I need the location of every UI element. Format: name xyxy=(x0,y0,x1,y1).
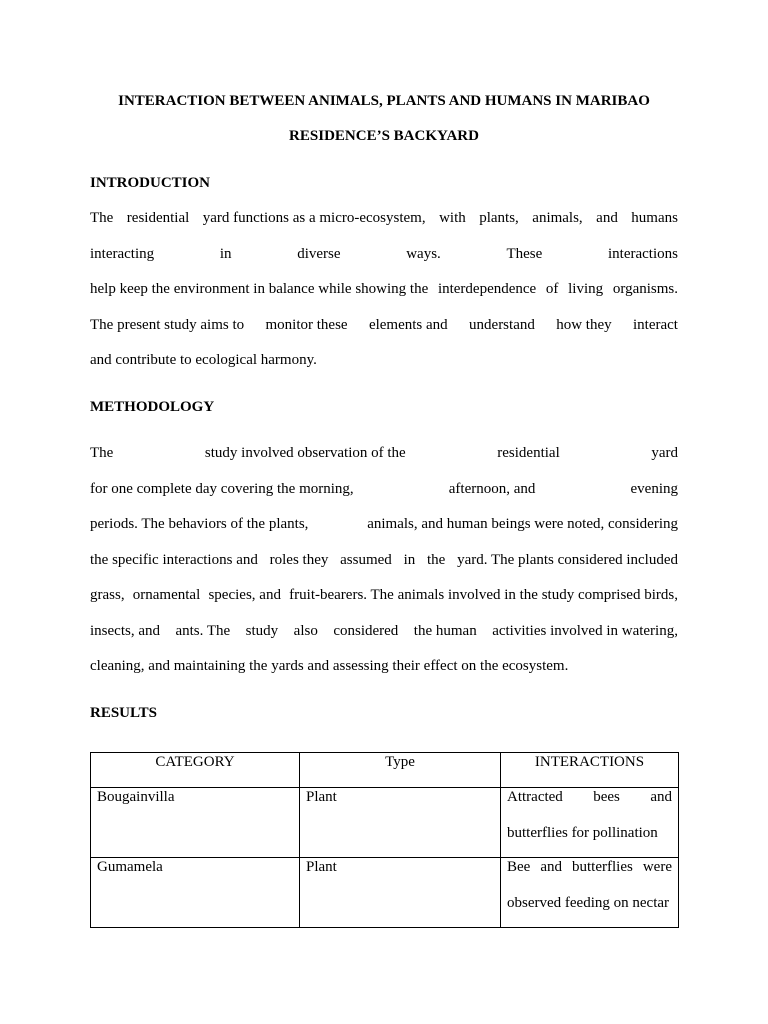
column-header-type: Type xyxy=(300,753,501,788)
methodology-line: grass, ornamental species, and fruit-bearers. The animals involved in the study comprised birds, xyxy=(90,587,678,603)
introduction-heading: INTRODUCTION xyxy=(90,175,211,191)
results-heading: RESULTS xyxy=(90,705,157,721)
table-row xyxy=(91,858,679,928)
document-title-line-1: INTERACTION BETWEEN ANIMALS, PLANTS AND HUMANS IN MARIBAO xyxy=(118,93,650,109)
interactions-cell: Bee and butterflies were observed feeding on nectar xyxy=(501,858,679,928)
methodology-line: The study involved observation of the residential yard xyxy=(90,445,678,461)
category-cell: Bougainvilla xyxy=(91,788,300,858)
methodology-line: insects, and ants. The study also considered the human activities involved in watering, xyxy=(90,623,678,639)
methodology-heading: METHODOLOGY xyxy=(90,399,215,415)
introduction-line: help keep the environment in balance while showing the interdependence of living organisms. xyxy=(90,281,678,297)
methodology-line: periods. The behaviors of the plants, animals, and human beings were noted, considering xyxy=(90,516,678,532)
table-row xyxy=(91,788,679,858)
introduction-line: and contribute to ecological harmony. xyxy=(90,352,317,368)
introduction-line: interacting in diverse ways. These interactions xyxy=(90,246,678,262)
methodology-line: the specific interactions and roles they assumed in the yard. The plants considered included xyxy=(90,552,678,568)
table-header-row xyxy=(91,753,679,788)
document-title-line-2: RESIDENCE’S BACKYARD xyxy=(289,128,479,144)
type-cell: Plant xyxy=(300,858,501,928)
methodology-line: cleaning, and maintaining the yards and assessing their effect on the ecosystem. xyxy=(90,658,569,674)
introduction-line: The present study aims to monitor these elements and understand how they interact xyxy=(90,317,678,333)
introduction-line: The residential yard functions as a micro-ecosystem, with plants, animals, and humans xyxy=(90,210,678,226)
interactions-cell: Attracted bees and butterflies for pollination xyxy=(501,788,679,858)
column-header-category: CATEGORY xyxy=(91,753,300,788)
results-table xyxy=(90,752,679,928)
type-cell: Plant xyxy=(300,788,501,858)
category-cell: Gumamela xyxy=(91,858,300,928)
column-header-interactions: INTERACTIONS xyxy=(501,753,679,788)
methodology-line: for one complete day covering the morning, afternoon, and evening xyxy=(90,481,678,497)
